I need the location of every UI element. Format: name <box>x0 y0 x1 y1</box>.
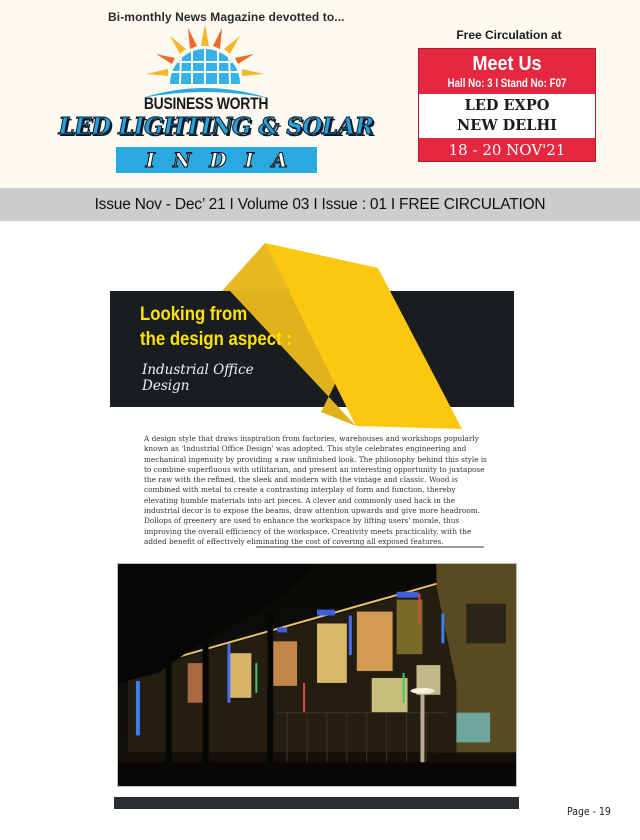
divider-rule <box>256 546 484 548</box>
brand-country: INDIA <box>145 148 306 172</box>
meet-us-label: Meet Us <box>472 53 542 75</box>
article-title-graphic <box>110 236 520 436</box>
article-title <box>140 302 292 352</box>
bottom-bar <box>114 797 519 809</box>
tagline: Bi-monthly News Magazine devotted to... <box>108 10 345 24</box>
subtitle-line-1: Industrial Office <box>142 362 254 378</box>
event-venue <box>419 94 595 138</box>
venue-line-1: LED EXPO <box>464 97 550 114</box>
title-line-1: Looking from <box>140 303 248 325</box>
article-subtitle <box>142 362 254 394</box>
event-dates: 18 - 20 NOV'21 <box>448 141 566 159</box>
building-facade-photo <box>117 563 517 787</box>
facade-lighting-illustration <box>118 564 516 786</box>
issue-info: Issue Nov - Dec’ 21 I Volume 03 I Issue : 01 I FREE CIRCULATION <box>94 196 546 213</box>
article-body: A design style that draws inspiration from factories, warehouses and workshops popularly known as 'Industrial Office Design' was adopted. This style celebrates engineering and mechanical ingenuity by providing a raw unfinished look. The philosophy behind this style is to combine superfluous with utilitarian, and present an interesting opportunity to juxtapose the raw with the refined, the sleek and modern with the vintage and classic. Wood is combined with metal to create a contrasting interplay of form and function, thereby elevating humble materials into art pieces. A clever and commonly used hack in the industrial decor is to expose the beams, draw attention upwards and give more headroom. Dollops of greenery are used to enhance the workspace by lifting users' morale, thus improving the overall efficiency of the workspace. Creativity meets practicality, with the added benefit of effectively eliminating the cost of covering all exposed features. <box>144 434 487 546</box>
event-box-top <box>419 49 595 94</box>
subtitle-line-2: Design <box>142 378 190 394</box>
brand-title: LED LIGHTING & SOLAR <box>58 113 374 140</box>
brand-subtitle: BUSINESS WORTH <box>143 94 269 113</box>
masthead <box>0 0 640 188</box>
page-number: Page - 19 <box>567 805 611 818</box>
event-box <box>418 48 596 162</box>
title-line-2: the design aspect : <box>140 328 292 350</box>
venue-line-2: NEW DELHI <box>457 117 557 134</box>
hall-stand-label: Hall No: 3 I Stand No: F07 <box>447 78 567 90</box>
free-circulation-heading: Free Circulation at <box>456 28 562 42</box>
sun-solar-panel-icon <box>140 22 270 102</box>
brand-country-bar <box>116 147 317 173</box>
issue-strip <box>0 188 640 221</box>
